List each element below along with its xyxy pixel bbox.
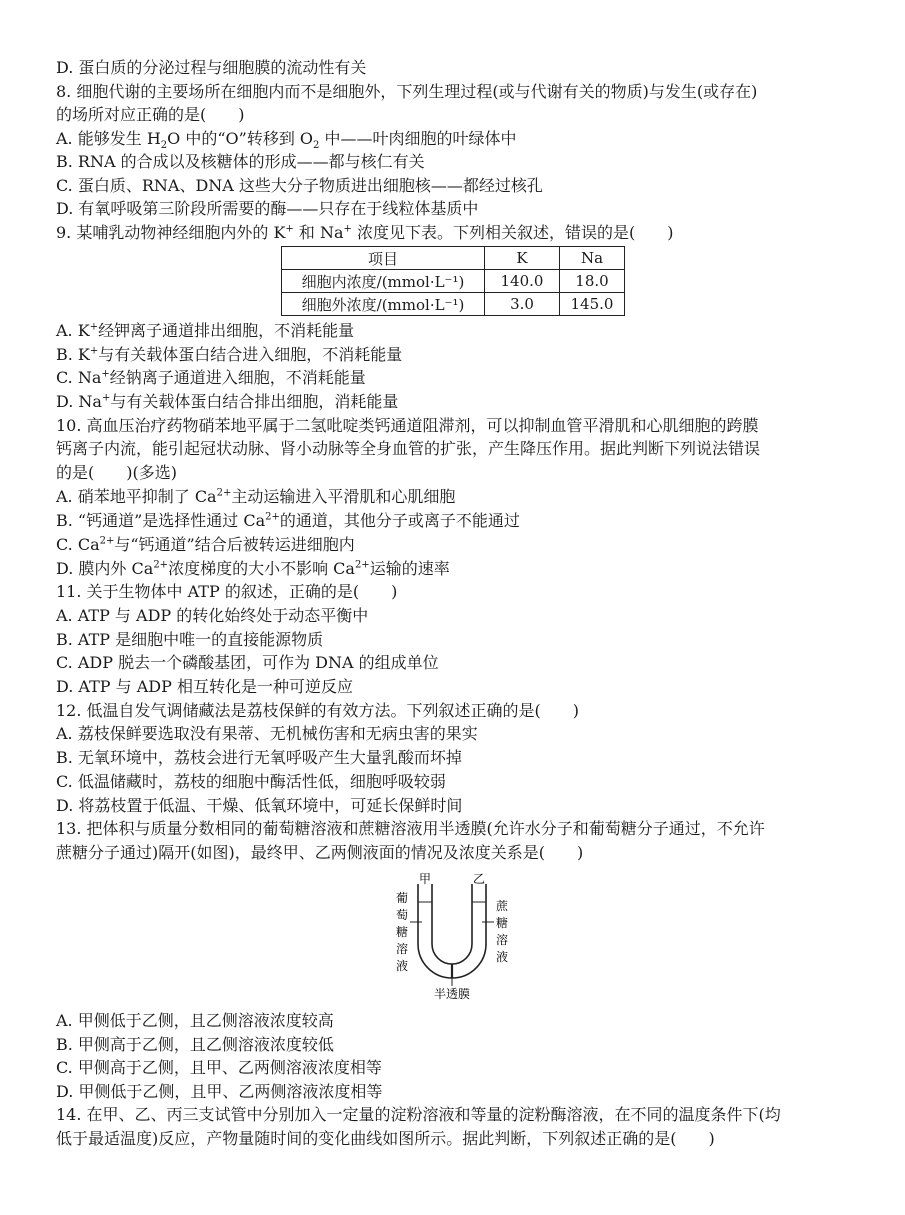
q13-option-a: A. 甲侧低于乙侧，且乙侧溶液浓度较高 [56, 1011, 334, 1030]
table-header-cell: K [485, 247, 560, 270]
glucose-label-char: 葡 [395, 891, 409, 905]
q14-stem-line2: 低于最适温度)反应，产物量随时间的变化曲线如图所示。据此判断，下列叙述正确的是( ) [56, 1129, 715, 1148]
u-tube-diagram [370, 872, 535, 1002]
sucrose-label-char: 糖 [495, 916, 509, 930]
u-tube-inner-wall [432, 884, 472, 964]
q12-stem: 12. 低温自发气调储藏法是荔枝保鲜的有效方法。下列叙述正确的是( ) [56, 701, 580, 720]
q9-option-d: D. Na+与有关载体蛋白结合排出细胞，消耗能量 [56, 392, 399, 411]
glucose-label-char: 溶 [395, 942, 409, 956]
q10-option-c: C. $Ca^{2+}$与“钙通道”结合后被转运进细胞内 [56, 535, 355, 554]
glucose-label-char: 液 [395, 959, 409, 973]
table-cell: 细胞内浓度/(mmol·L⁻¹) [282, 270, 485, 293]
q10-option-a: A. 硝苯地平抑制了 $Ca^{2+}$主动运输进入平滑肌和心肌细胞 [56, 487, 456, 506]
q12-option-c: C. 低温储藏时，荔枝的细胞中酶活性低，细胞呼吸较弱 [56, 772, 446, 791]
q10-option-b: B. “钙通道”是选择性通过 $Ca^{2+}$的通道，其他分子或离子不能通过 [56, 511, 520, 530]
q11-option-d: D. ATP 与 ADP 相互转化是一种可逆反应 [56, 677, 353, 696]
q12-option-a: A. 荔枝保鲜要选取没有果蒂、无机械伤害和无病虫害的果实 [56, 724, 478, 743]
table-header-cell: Na [560, 247, 625, 270]
table-cell: 3.0 [485, 293, 560, 316]
table-header-row [282, 247, 625, 270]
label-jia: 甲 [418, 872, 432, 886]
q8-stem-line1: 8. 细胞代谢的主要场所在细胞内而不是细胞外，下列生理过程(或与代谢有关的物质)与发生(或存在) [56, 82, 758, 101]
q13-option-b: B. 甲侧高于乙侧，且乙侧溶液浓度较低 [56, 1035, 334, 1054]
glucose-label-char: 萄 [395, 908, 409, 922]
sucrose-label-char: 溶 [495, 933, 509, 947]
q10-stem-line3: 的是( )(多选) [56, 463, 177, 482]
table-cell: 细胞外浓度/(mmol·L⁻¹) [282, 293, 485, 316]
label-yi: 乙 [472, 872, 486, 886]
sucrose-label-char: 液 [495, 950, 509, 964]
q8-option-d: D. 有氧呼吸第三阶段所需要的酶——只存在于线粒体基质中 [56, 199, 479, 218]
table-row [282, 293, 625, 316]
table-cell: 140.0 [485, 270, 560, 293]
q9-option-b: B. K+与有关载体蛋白结合进入细胞，不消耗能量 [56, 345, 403, 364]
table-cell: 145.0 [560, 293, 625, 316]
table-header-cell: 项目 [282, 247, 485, 270]
q11-stem: 11. 关于生物体中 ATP 的叙述，正确的是( ) [56, 582, 398, 601]
q11-option-b: B. ATP 是细胞中唯一的直接能源物质 [56, 630, 324, 649]
q13-option-c: C. 甲侧高于乙侧，且甲、乙两侧溶液浓度相等 [56, 1058, 382, 1077]
q8-option-b: B. RNA 的合成以及核糖体的形成——都与核仁有关 [56, 152, 425, 171]
q12-option-d: D. 将荔枝置于低温、干燥、低氧环境中，可延长保鲜时间 [56, 796, 463, 815]
q13-stem-line1: 13. 把体积与质量分数相同的葡萄糖溶液和蔗糖溶液用半透膜(允许水分子和葡萄糖分子通过，不允许 [56, 819, 765, 838]
q10-option-d: D. 膜内外 $Ca^{2+}$浓度梯度的大小不影响 $Ca^{2+}$运输的速率 [56, 559, 450, 578]
table-cell: 18.0 [560, 270, 625, 293]
glucose-label-char: 糖 [395, 925, 409, 939]
table-row [282, 270, 625, 293]
q14-stem-line1: 14. 在甲、乙、丙三支试管中分别加入一定量的淀粉溶液和等量的淀粉酶溶液，在不同的温度条件下(均 [56, 1105, 781, 1124]
membrane-label: 半透膜 [433, 987, 471, 1001]
q13-option-d: D. 甲侧低于乙侧，且甲、乙两侧溶液浓度相等 [56, 1082, 383, 1101]
q11-option-a: A. ATP 与 ADP 的转化始终处于动态平衡中 [56, 606, 369, 625]
q9-option-a: A. K+经钾离子通道排出细胞，不消耗能量 [56, 321, 355, 340]
q12-option-b: B. 无氧环境中，荔枝会进行无氧呼吸产生大量乳酸而坏掉 [56, 748, 462, 767]
q8-option-a: A. 能够发生 $H_2O$ 中的“O”转移到 $O_2$ 中——叶肉细胞的叶绿体中 [56, 129, 517, 152]
q10-stem-line2: 钙离子内流，能引起冠状动脉、肾小动脉等全身血管的扩张，产生降压作用。据此判断下列说法错误 [56, 439, 761, 458]
q7-option-d: D. 蛋白质的分泌过程与细胞膜的流动性有关 [56, 58, 367, 77]
ion-concentration-table [281, 246, 625, 316]
q10-stem-line1: 10. 高血压治疗药物硝苯地平属于二氢吡啶类钙通道阻滞剂，可以抑制血管平滑肌和心肌细胞的跨膜 [56, 416, 759, 435]
q8-stem-line2: 的场所对应正确的是( ) [56, 105, 245, 124]
q13-stem-line2: 蔗糖分子通过)隔开(如图)，最终甲、乙两侧液面的情况及浓度关系是( ) [56, 843, 584, 862]
q9-stem: 9. 某哺乳动物神经细胞内外的 K+ 和 Na+ 浓度见下表。下列相关叙述，错误的是( ) [56, 223, 674, 242]
q9-option-c: C. Na+经钠离子通道进入细胞，不消耗能量 [56, 368, 366, 387]
q11-option-c: C. ADP 脱去一个磷酸基团，可作为 DNA 的组成单位 [56, 653, 439, 672]
sucrose-label-char: 蔗 [495, 899, 509, 913]
q8-option-c: C. 蛋白质、RNA、DNA 这些大分子物质进出细胞核——都经过核孔 [56, 176, 543, 195]
